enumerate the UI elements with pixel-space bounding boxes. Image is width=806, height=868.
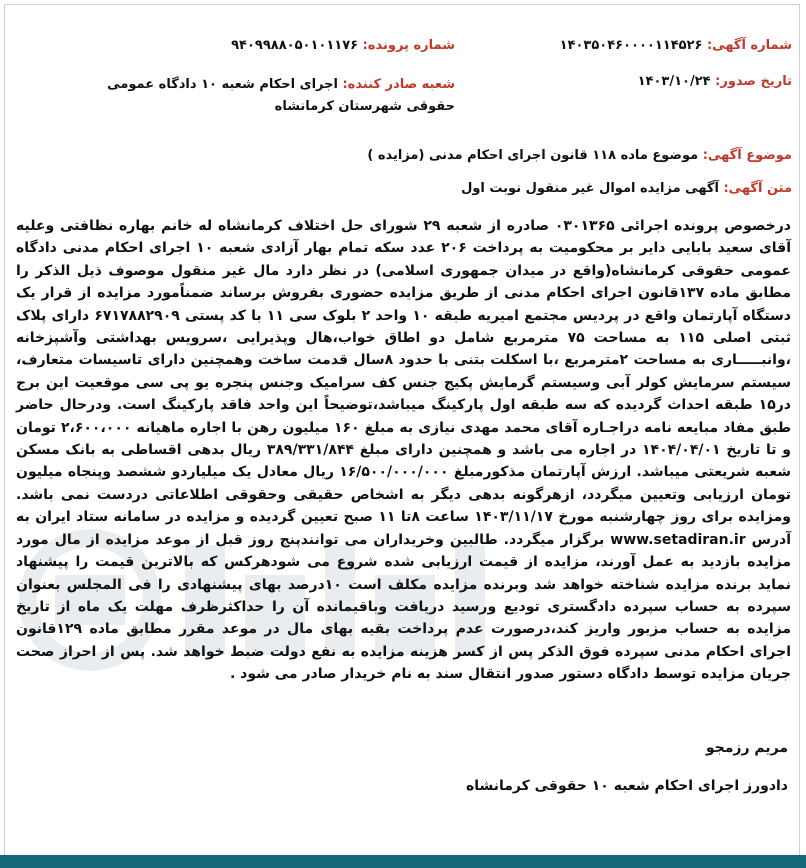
case-number-label: شماره پرونده: [362, 38, 455, 53]
notice-text [461, 181, 792, 196]
signer-name: مریم رزمجو [705, 740, 788, 756]
notice-text-label: متن آگهی: [723, 181, 792, 196]
website-link[interactable]: www.setadiran.ir [610, 531, 746, 548]
issuer [85, 74, 455, 118]
case-number [231, 38, 455, 53]
issue-date-label: تاریخ صدور: [715, 74, 792, 89]
notice-number [560, 38, 792, 53]
notice-body [16, 215, 791, 686]
subject [367, 148, 792, 163]
issuer-value: اجرای احکام شعبه ۱۰ دادگاه عمومی حقوقی شهرستان کرمانشاه [107, 77, 455, 114]
subject-text: موضوع ماده ۱۱۸ قانون اجرای احکام مدنی (مزایده ) [367, 148, 699, 163]
notice-number-label: شماره آگهی: [706, 38, 792, 53]
issue-date [638, 74, 792, 89]
body-paragraph-2: برگزار میگردد. طالبین وخریداران می توانندپنج روز قبل از موعد مزایده از مال مورد مزایده بازدید به عمل آورند، مزایده از قیمت ارزیابی شده شروع می شودهرکس که بالاترین قیمت را پیشنهاد نماید برنده مزایده شناخته خواهد شد وبرنده مزایده مکلف است ۱۰درصد بهای پیشنهادی را فی المجلس بعنوان سپرده به حساب سپرده دادگستری تودیع ورسید دریافت وباقیمانده آن را حداکثرظرف مهلت یک ماه از تاریخ مزایده به حساب مزبور واریز کند،درصورت عدم پرداخت بقیه بهای مال در موعد مقرر مطابق ماده ۱۲۹قانون اجرای احکام مدنی سپرده فوق الذکر پس از کسر هزینه مزایده به نفع دولت ضبط خواهد شد. پس از احراز صحت جریان مزایده توسط دادگاه دستور صدور انتقال سند به نام خریدار صادر می شود . [16, 531, 791, 683]
notice-heading: آگهی مزایده اموال غیر منقول نوبت اول [461, 181, 719, 196]
bottom-bar [0, 855, 806, 868]
signer-title: دادورز اجرای احکام شعبه ۱۰ حقوقی کرمانشاه [465, 778, 788, 794]
body-paragraph-1: درخصوص پرونده اجرائی ۰۳۰۱۳۶۵ صادره از شعبه ۲۹ شورای حل اختلاف کرمانشاه له خانم بهاره نظافتی وعلیه آقای سعید بابایی دایر بر محکومیت به پرداخت ۲۰۶ عدد سکه تمام بهار آزادی شعبه ۱۰ اجرای احکام مدنی دادگاه عمومی حقوقی کرمانشاه(واقع در میدان جمهوری اسلامی) در نظر دارد مال غیر منقول موصوف ذیل الذکر را مطابق ماده ۱۳۷قانون اجرای احکام مدنی از طریق مزایده حضوری بفروش برساند ضمناًمورد مزایده از قرار یک دستگاه آپارتمان واقع در پردیس مجتمع امیریه طبقه ۱۰ واحد ۲ بلوک سی ۱۱ با کد پستی ۶۷۱۷۸۸۲۹۰۹ دارای پلاک ثبتی اصلی ۱۱۵ به مساحت ۷۵ مترمربع شامل دو اطاق خواب،هال وپذیرایی ،سرویس بهداشتی وآشپزخانه ،وانبـــــاری به مساحت ۲مترمربع ،با اسکلت بتنی با حدود ۸سال قدمت ساخت وهمچنین دارای تاسیسات متعارف، سیستم سرمایش کولر آبی وسیستم گرمایش پکیج جنس کف سرامیک وجنس پنجره یو پی سی موقعیت این برج در۱۵ طبقه احداث گردیده که سه طبقه اول پارکینگ میباشد،توضیحاً این واحد فاقد پارکینگ است. ودرحال حاضر طبق مفاد مبایعه نامه دراجـاره آقای محمد مهدی نیازی به مبلغ ۱۶۰ میلیون رهن با اجاره ماهیانه ۲،۶۰۰،۰۰۰ تومان و تا تاریخ ۱۴۰۴/۰۴/۰۱ در اجاره می باشد و همچنین دارای مبلغ ۳۸۹/۳۳۱/۸۴۴ ریال بدهی اقساطی به بانک مسکن شعبه شریعتی میباشد. ارزش آپارتمان مذکورمبلغ ۱۶/۵۰۰/۰۰۰/۰۰۰ ریال معادل یک میلیاردو ششصد وپنجاه میلیون تومان ارزیابی وتعیین میگردد، ازهرگونه بدهی دیگر به اشخاص حقیقی وحقوقی اطلاعاتی دردست نمی باشد. ومزایده برای روز چهارشنبه مورخ ۱۴۰۳/۱۱/۱۷ ساعت ۸تا ۱۱ صبح تعیین گردیده و مزایده در سامانه ستاد ایران به آدرس [16, 218, 792, 548]
notice-number-value: ۱۴۰۳۵۰۴۶۰۰۰۰۱۱۴۵۲۶ [559, 38, 703, 53]
case-number-value: ۹۴۰۹۹۸۸۰۵۰۱۰۱۱۷۶ [231, 38, 359, 53]
issue-date-value: ۱۴۰۳/۱۰/۲۴ [637, 74, 711, 89]
issuer-label: شعبه صادر کننده: [342, 77, 455, 92]
subject-label: موضوع آگهی: [702, 148, 792, 163]
